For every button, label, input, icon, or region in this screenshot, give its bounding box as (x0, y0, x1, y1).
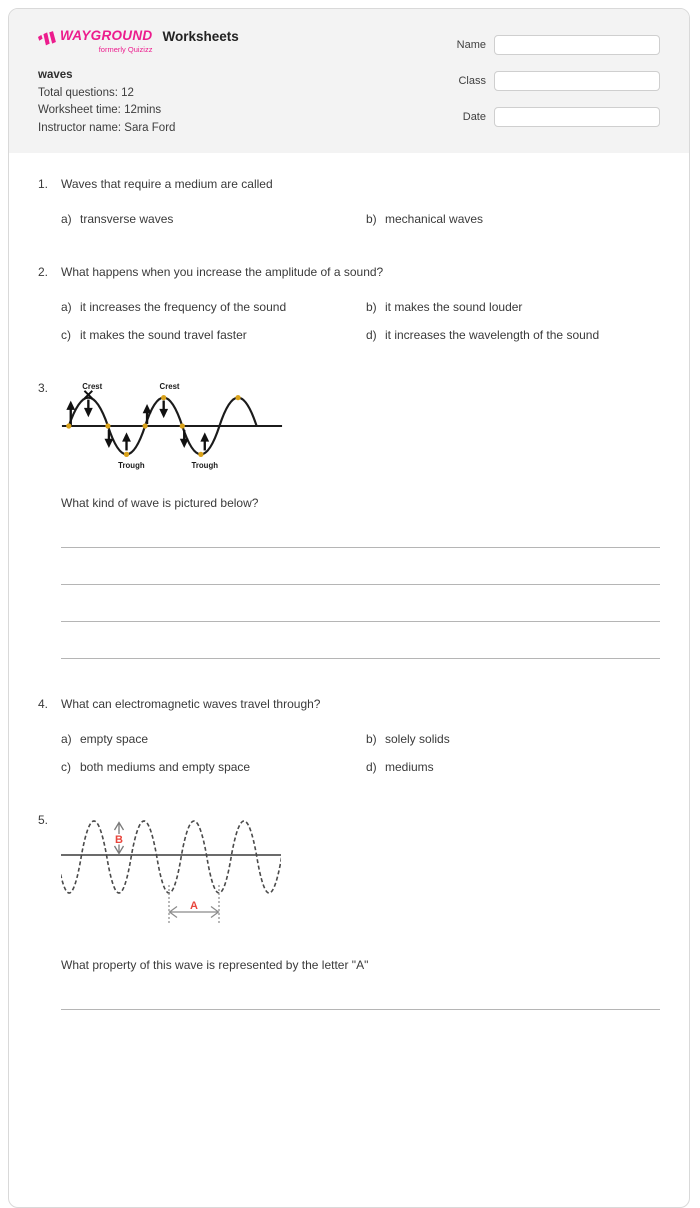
option-text: it increases the wavelength of the sound (385, 328, 600, 342)
question-4 (38, 697, 660, 775)
option-letter: b) (366, 300, 377, 314)
logo-subtitle: formerly Quizizz (98, 45, 153, 54)
worksheet-title: waves (38, 69, 73, 81)
option-letter: a) (61, 300, 72, 314)
answer-lines (61, 973, 660, 1010)
instructor-name: Instructor name: Sara Ford (38, 121, 176, 134)
question-text: What kind of wave is pictured below? (61, 496, 259, 510)
logo-text-wrap (60, 29, 152, 54)
date-field-row (432, 107, 660, 127)
option-text: mechanical waves (385, 212, 484, 226)
option-text: transverse waves (80, 212, 174, 226)
option-letter: a) (61, 212, 72, 226)
question-number: 4. (38, 697, 49, 711)
transverse-wave-diagram (61, 381, 283, 471)
options-grid (61, 732, 660, 775)
name-field-row (432, 35, 660, 55)
logo-text: WAYGROUND (60, 28, 153, 43)
trough-label-1: Trough (118, 461, 145, 471)
wayground-logo-icon (38, 31, 58, 48)
crest-label-1: Crest (82, 381, 103, 391)
class-field-row (432, 71, 660, 91)
wave-amplitude-wavelength-figure (61, 813, 660, 936)
worksheet-time: Worksheet time: 12mins (38, 104, 162, 116)
brand-row (38, 29, 239, 54)
question-5 (38, 813, 660, 1010)
transverse-wave-crest-trough-figure (61, 381, 660, 474)
option-c (61, 760, 366, 775)
option-letter: b) (366, 212, 377, 226)
question-3 (38, 381, 660, 659)
option-a (61, 300, 366, 315)
option-c (61, 328, 366, 343)
option-b (366, 732, 660, 747)
option-letter: b) (366, 732, 377, 746)
label-b: B (115, 834, 123, 846)
option-b (366, 300, 660, 315)
name-label: Name (456, 39, 486, 51)
option-text: it makes the sound travel faster (80, 328, 247, 342)
class-input[interactable] (494, 71, 660, 91)
question-2 (38, 265, 660, 343)
question-number: 1. (38, 177, 49, 191)
answer-line (61, 585, 660, 622)
option-text: it increases the frequency of the sound (80, 300, 287, 314)
question-text: What can electromagnetic waves travel through? (61, 697, 321, 711)
options-grid (61, 212, 660, 227)
label-a: A (190, 900, 198, 912)
question-1 (38, 177, 660, 227)
name-input[interactable] (494, 35, 660, 55)
answer-lines (61, 511, 660, 659)
question-text: What property of this wave is represented by the letter "A" (61, 958, 369, 972)
questions-area (9, 153, 689, 1010)
option-a (61, 212, 366, 227)
question-text: Waves that require a medium are called (61, 177, 273, 191)
options-grid (61, 300, 660, 343)
wave-amplitude-wavelength-diagram (61, 813, 281, 933)
question-number: 2. (38, 265, 49, 279)
option-d (366, 760, 660, 775)
answer-line (61, 511, 660, 548)
question-number: 3. (38, 381, 49, 395)
option-letter: a) (61, 732, 72, 746)
crest-label-2: Crest (159, 381, 180, 391)
option-text: empty space (80, 732, 149, 746)
option-text: mediums (385, 760, 434, 774)
option-d (366, 328, 660, 343)
worksheet-header (9, 9, 689, 153)
answer-line (61, 622, 660, 659)
option-text: both mediums and empty space (80, 760, 251, 774)
question-number: 5. (38, 813, 49, 827)
class-label: Class (458, 75, 486, 87)
option-b (366, 212, 660, 227)
total-questions: Total questions: 12 (38, 86, 134, 99)
option-letter: d) (366, 760, 377, 774)
question-text: What happens when you increase the amplitude of a sound? (61, 265, 384, 279)
option-a (61, 732, 366, 747)
header-left (38, 29, 239, 153)
wayground-logo (38, 29, 152, 54)
answer-line (61, 973, 660, 1010)
trough-label-2: Trough (191, 461, 219, 471)
worksheet-meta (38, 67, 239, 137)
date-input[interactable] (494, 107, 660, 127)
product-title: Worksheets (162, 29, 239, 44)
option-text: solely solids (385, 732, 450, 746)
worksheet-page (8, 8, 690, 1208)
answer-line (61, 548, 660, 585)
date-label: Date (462, 111, 486, 123)
student-fields (432, 29, 660, 153)
option-text: it makes the sound louder (385, 300, 523, 314)
option-letter: c) (61, 760, 71, 774)
option-letter: c) (61, 328, 71, 342)
option-letter: d) (366, 328, 377, 342)
